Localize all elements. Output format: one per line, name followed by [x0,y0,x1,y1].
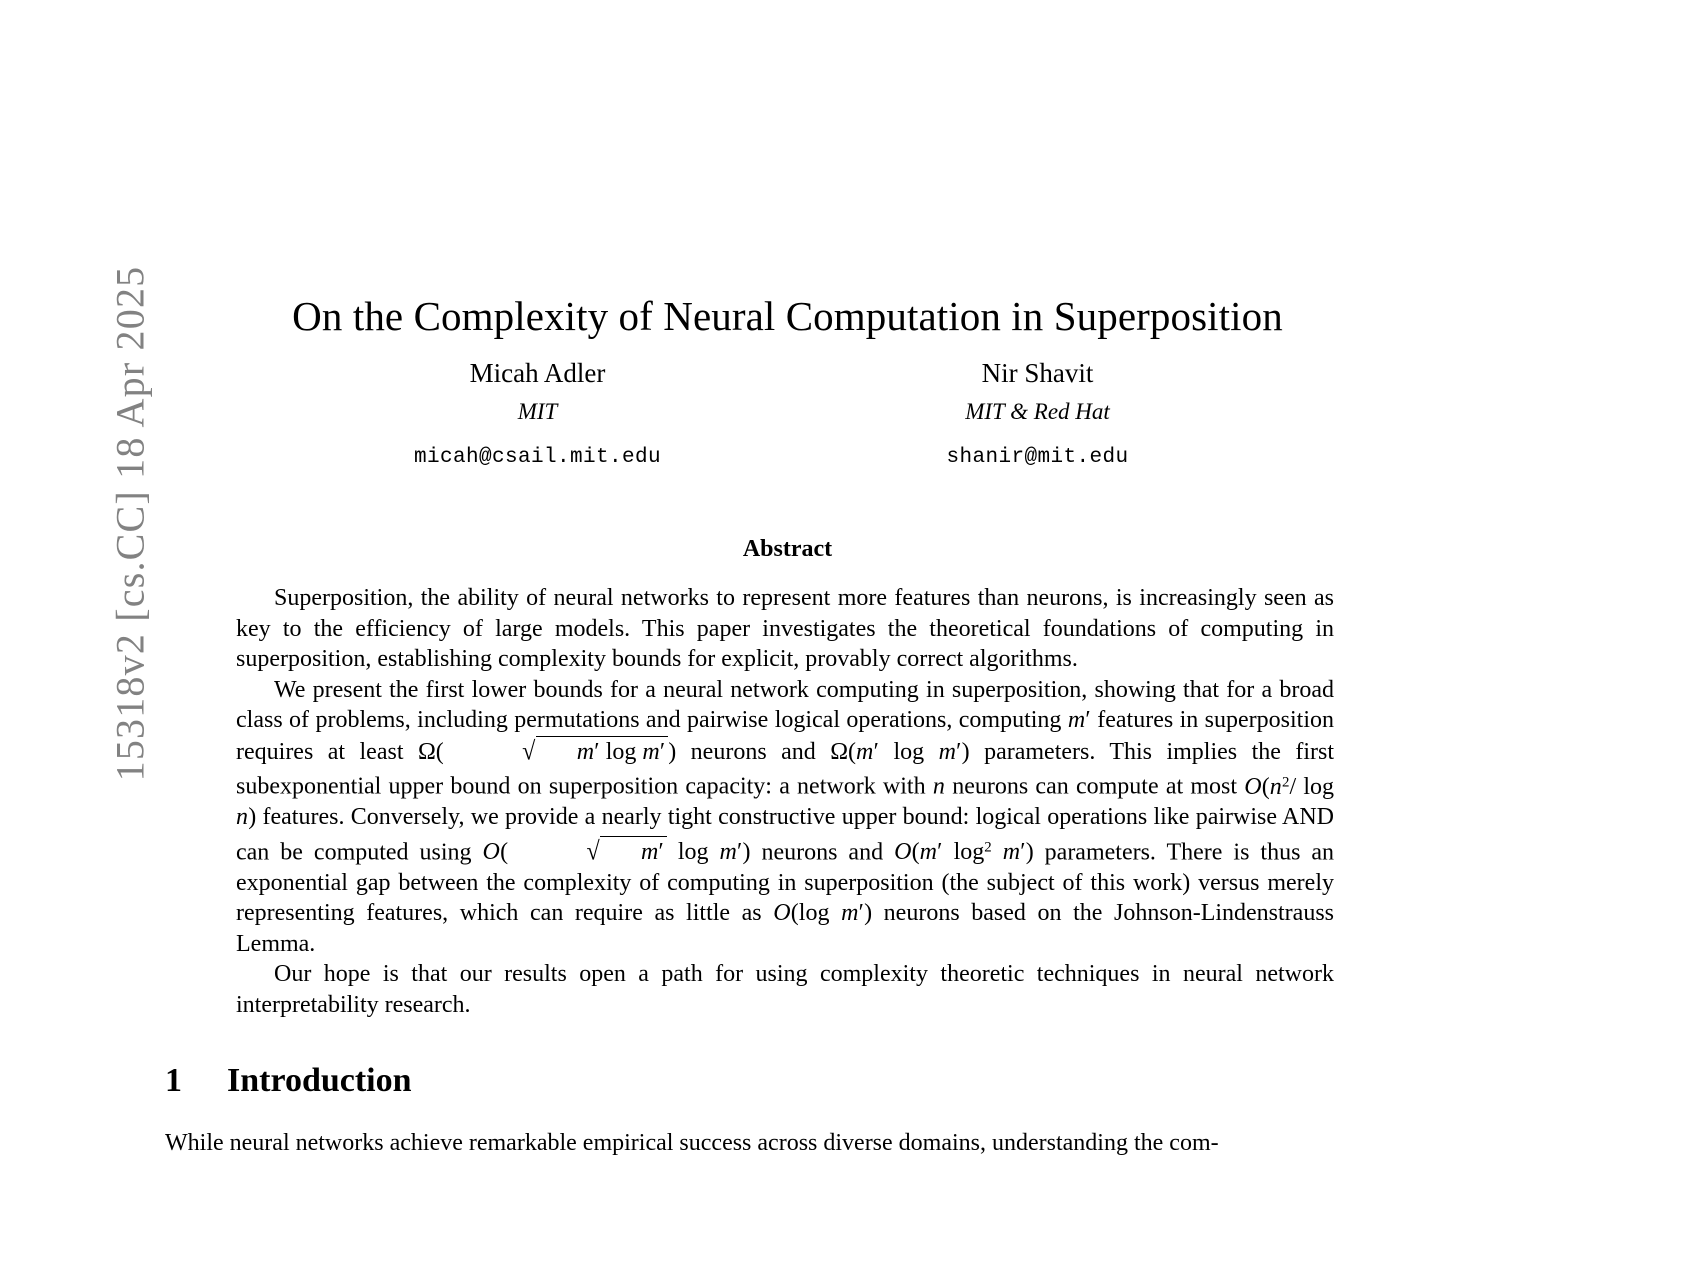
author-affiliation: MIT [517,399,558,425]
introduction-paragraph-1: While neural networks achieve remarkable empirical success across diverse domains, understanding the com- [165,1130,1219,1156]
section-heading-introduction [165,1062,412,1100]
abstract-body [236,583,1334,1020]
page-title: On the Complexity of Neural Computation in Superposition [292,293,1283,340]
author-entry [363,355,713,475]
author-affiliation: MIT & Red Hat [965,399,1110,425]
author-name: Micah Adler [469,358,606,388]
abstract-text-run: We present the first lower bounds for a neural network computing in superposition, showing that for a broad class of problems, including permutations and pairwise logical operations, computing [236,676,1334,733]
abstract-text-run: neurons and [750,839,895,866]
arxiv-identifier-stamp: 15318v2 [cs.CC] 18 Apr 2025 [107,265,153,782]
abstract-text-run: parameters. This implies the first subexponential upper bound on superposition capacity: a network with [236,738,1335,800]
math-omega-sqrt-mlogm: Ω( √ m′ log m′ ) [417,737,677,766]
author-list [165,355,1410,475]
abstract-paragraph-2 [236,675,1334,960]
math-big-o-sqrt-m-logm: O( √ m′ log m′) [482,838,751,867]
math-big-o-n2-over-logn: $O(n^2/$ log n) [236,773,1334,831]
abstract-paragraph-3: Our hope is that our results open a path for using complexity theoretic techniques in neural network interpretability research. [236,961,1334,1018]
math-m-prime: m′ [1067,707,1091,733]
abstract-text-run: neurons and [676,738,831,765]
introduction-body [165,1128,1410,1159]
math-big-o-m-log2-m: O(m′ $\log^2 m'$) [894,839,1034,866]
author-name: Nir Shavit [981,358,1094,388]
math-n: n [932,773,946,800]
author-email[interactable]: micah@csail.mit.edu [413,446,662,470]
abstract-text-run: neurons based on the Johnson-Lindenstrauss Lemma. [236,900,1335,957]
math-big-o-log-m: O(log m′) [773,900,873,927]
abstract-text-run: features in superposition requires at least [236,707,1334,765]
abstract-text-run: features. Conversely, we provide a nearly tight constructive upper bound: logical operations like pairwise AND can be computed using [236,804,1334,866]
section-title: Introduction [227,1062,412,1099]
author-email[interactable]: shanir@mit.edu [946,446,1129,470]
math-omega-mlogm: Ω(m′ log m′) [830,738,970,765]
section-number: 1 [165,1062,182,1099]
abstract-paragraph-1: Superposition, the ability of neural networks to represent more features than neurons, is increasingly seen as key to the efficiency of large models. This paper investigates the theoretical foundations of computing in superposition, establishing complexity bounds for explicit, provably correct algorithms. [236,585,1334,672]
abstract-text-run: parameters. There is thus an exponential gap between the complexity of computing in superposition (the subject of this work) versus merely representing features, which can require as little as [236,839,1335,927]
abstract-heading: Abstract [742,536,833,562]
author-entry [863,355,1213,475]
abstract-text-run: neurons can compute at most [945,773,1245,800]
